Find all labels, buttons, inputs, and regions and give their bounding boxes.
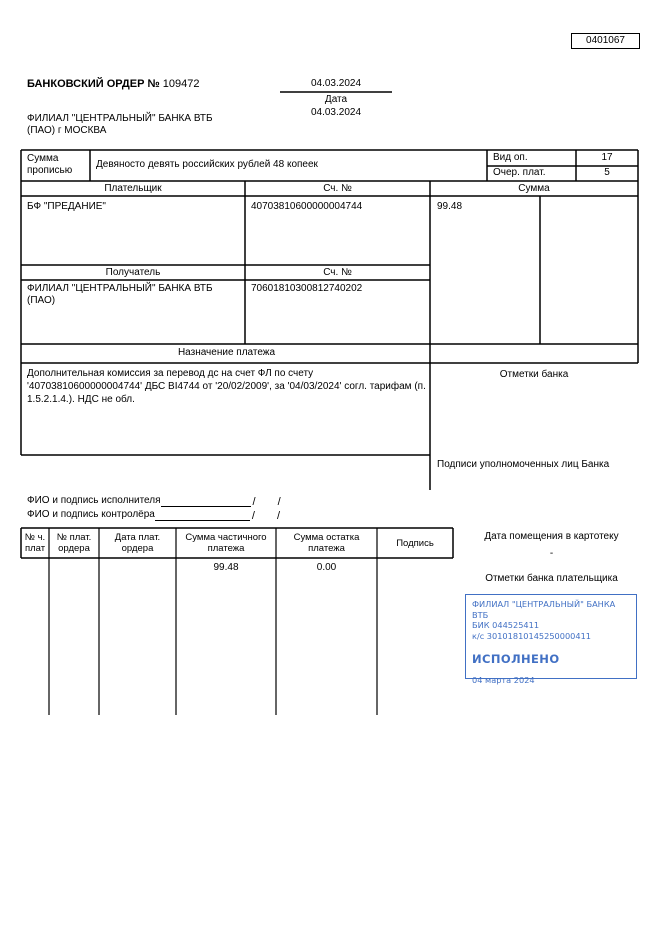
payment-order-priority-label: Очер. плат. [493, 167, 546, 178]
partial-payment-amount: 99.48 [213, 562, 239, 573]
card-file-value: - [549, 548, 554, 559]
payee-account: 70601810300812740202 [251, 283, 363, 294]
payer-account-header: Сч. № [323, 183, 352, 194]
signature-slash: / [251, 510, 255, 522]
purpose-header: Назначение платежа [177, 347, 276, 358]
payer-bank-marks-label: Отметки банка плательщика [485, 573, 618, 584]
card-file-label: Дата помещения в картотеку [484, 531, 619, 542]
stamp-bank-name: ФИЛИАЛ "ЦЕНТРАЛЬНЫЙ" БАНКА ВТБ [472, 599, 616, 620]
controller-signature-row [27, 509, 280, 521]
payee-account-header: Сч. № [323, 267, 352, 278]
col-header-remainder-amount: Сумма остатка платежа [293, 532, 360, 554]
form-code-box [571, 33, 640, 49]
order-date-bottom: 04.03.2024 [310, 107, 362, 118]
operation-type-label: Вид оп. [493, 152, 528, 163]
authorized-signatures-label: Подписи уполномоченных лиц Банка [437, 459, 610, 470]
order-number: 109472 [162, 78, 200, 90]
amount-words-label-line2: прописью [27, 165, 73, 176]
col-header-order-number: № плат. ордера [56, 532, 92, 554]
operation-type-value: 17 [601, 152, 613, 163]
col-header-order-date: Дата плат. ордера [114, 532, 161, 554]
col-header-part-number: № ч. плат [24, 532, 46, 554]
bank-marks-label: Отметки банка [499, 369, 569, 380]
sum-header: Сумма [518, 183, 550, 194]
col-header-partial-amount: Сумма частичного платежа [185, 532, 267, 554]
stamp-status: ИСПОЛНЕНО [472, 652, 560, 666]
bank-branch-name-line2: (ПАО) г МОСКВА [27, 125, 107, 136]
remainder-amount: 0.00 [316, 562, 337, 573]
payee-name-line1: ФИЛИАЛ "ЦЕНТРАЛЬНЫЙ" БАНКА ВТБ [27, 283, 213, 294]
col-header-signature: Подпись [396, 538, 434, 549]
payee-header: Получатель [105, 267, 161, 278]
signature-slash: / [277, 496, 281, 508]
executor-signature-label: ФИО и подпись исполнителя [27, 495, 161, 506]
bank-branch-name-line1: ФИЛИАЛ "ЦЕНТРАЛЬНЫЙ" БАНКА ВТБ [27, 113, 213, 124]
payer-name: БФ "ПРЕДАНИЕ" [27, 201, 106, 212]
order-date-top: 04.03.2024 [310, 78, 362, 89]
stamp-bik: БИК 044525411 [472, 620, 540, 630]
order-title [27, 78, 200, 91]
signature-slash: / [252, 496, 256, 508]
payment-order-priority-value: 5 [604, 167, 610, 178]
controller-signature-label: ФИО и подпись контролёра [27, 509, 155, 520]
controller-signature-line [155, 509, 250, 521]
bank-stamp [465, 594, 637, 685]
payment-amount: 99.48 [437, 201, 463, 212]
executor-signature-row [27, 495, 281, 507]
date-caption: Дата [324, 94, 348, 105]
stamp-corr-account: к/с 30101810145250000411 [472, 630, 591, 641]
amount-words-label-line1: Сумма [27, 153, 59, 164]
stamp-date: 04 марта 2024 [472, 675, 535, 685]
amount-in-words: Девяносто девять российских рублей 48 копеек [96, 159, 318, 170]
executor-signature-line [161, 495, 251, 507]
purpose-text: Дополнительная комиссия за перевод дс на счет ФЛ по счету '40703810600000004744' ДБС BI4744 от '20/02/2009', за '04/03/2024' согл. тарифам (п. 1.5.2.1.4.). НДС не обл. [27, 368, 426, 405]
form-code: 0401067 [586, 35, 625, 46]
payee-name-line2: (ПАО) [27, 295, 56, 306]
payer-account: 40703810600000004744 [251, 201, 363, 212]
signature-slash: / [276, 510, 280, 522]
order-title-label: БАНКОВСКИЙ ОРДЕР № [27, 78, 160, 90]
payer-header: Плательщик [104, 183, 162, 194]
